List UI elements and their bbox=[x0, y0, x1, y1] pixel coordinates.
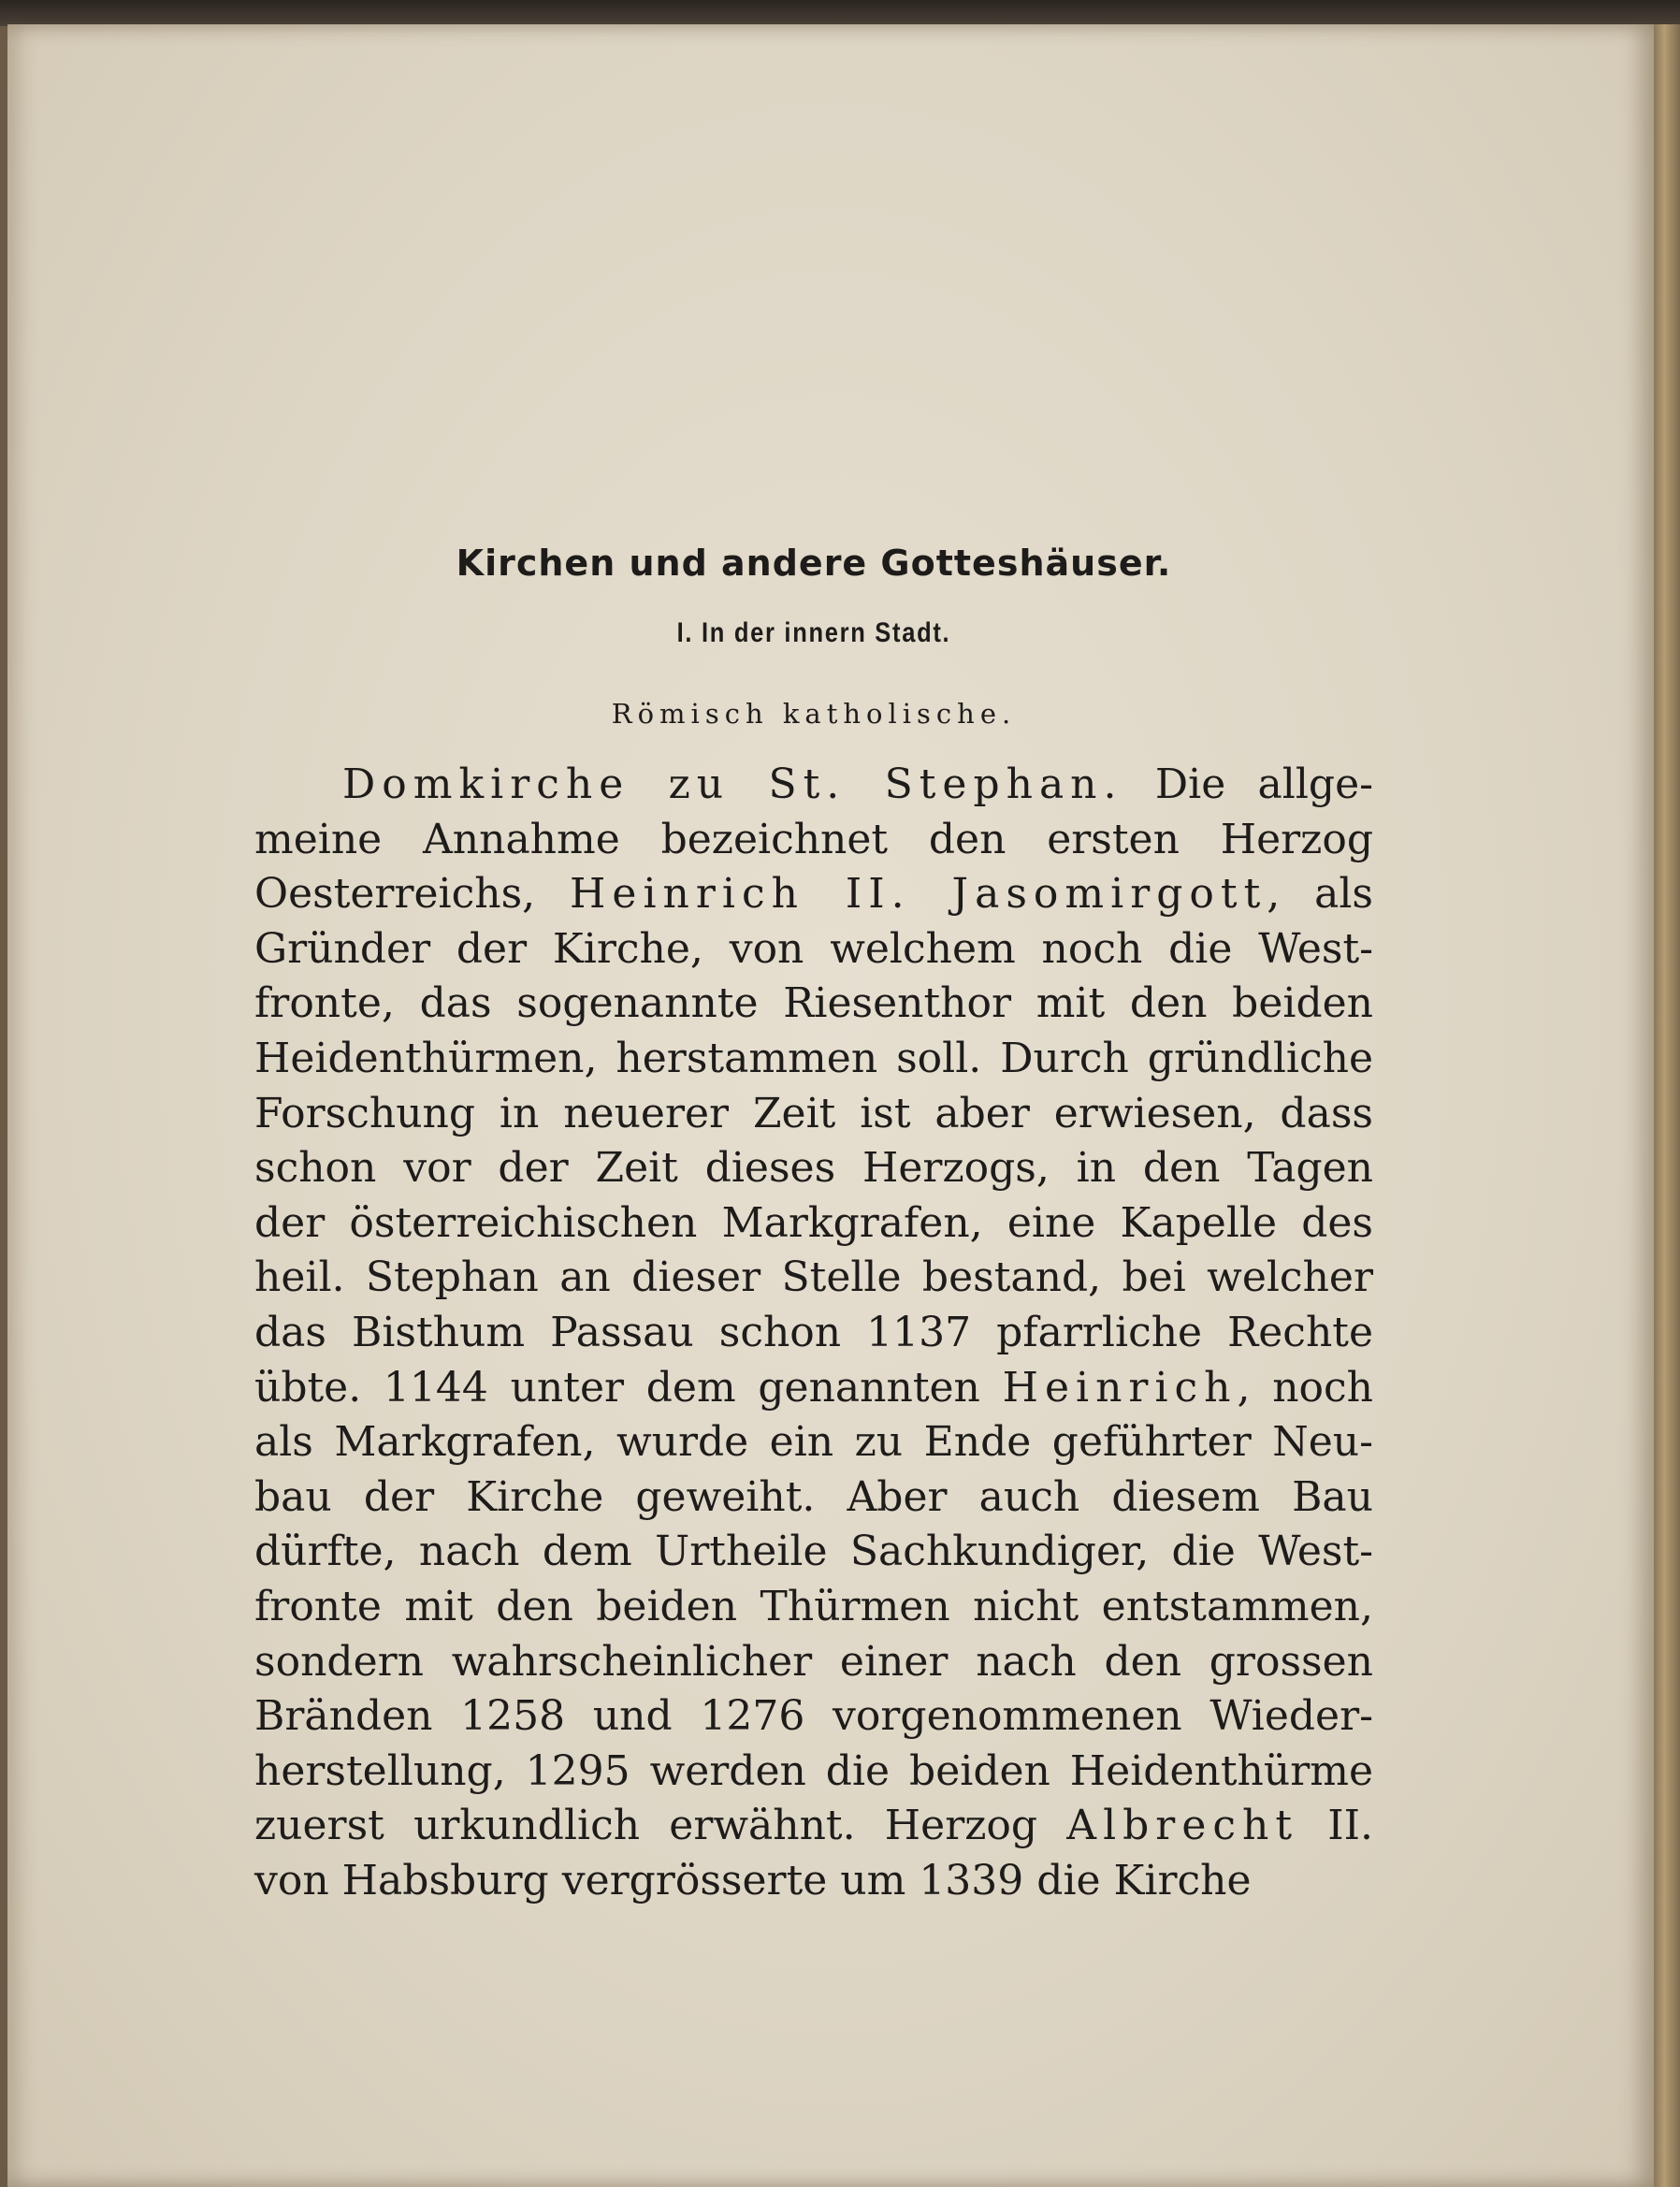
text-run: Forschung in neuerer Zeit ist aber erwiesen, dass bbox=[254, 1089, 1373, 1137]
text-line bbox=[254, 1799, 1373, 1854]
text-run: II. bbox=[1298, 1802, 1374, 1850]
text-run: übte. 1144 unter dem genannten bbox=[254, 1363, 1003, 1412]
section-heading: I. In der innern Stadt. bbox=[676, 617, 951, 648]
text-run: herstellung, 1295 werden die beiden Heidenthürme bbox=[254, 1746, 1373, 1795]
book-page-edge bbox=[1654, 24, 1680, 2187]
text-run: , als bbox=[1267, 870, 1374, 919]
text-line bbox=[254, 1306, 1373, 1361]
emphasized-text: Heinrich II. Jasomirgott bbox=[570, 870, 1267, 919]
text-line bbox=[254, 867, 1373, 922]
text-line bbox=[254, 1087, 1373, 1142]
text-run: der österreichischen Markgrafen, eine Kapelle des bbox=[254, 1198, 1373, 1247]
subsection-heading: Römisch katholische. bbox=[611, 698, 1017, 730]
text-line bbox=[254, 813, 1373, 868]
text-run: Oesterreichs, bbox=[254, 870, 571, 919]
text-line bbox=[254, 1251, 1373, 1306]
text-line bbox=[254, 1141, 1373, 1196]
text-line bbox=[254, 1854, 1373, 1909]
text-run: Die allge- bbox=[1122, 760, 1374, 808]
chapter-heading: Kirchen und andere Gotteshäuser. bbox=[456, 543, 1172, 584]
text-run: bau der Kirche geweiht. Aber auch diesem Bau bbox=[254, 1472, 1373, 1521]
text-line bbox=[254, 1689, 1373, 1745]
text-run: zuerst urkundlich erwähnt. Herzog bbox=[254, 1802, 1067, 1850]
text-run: heil. Stephan an dieser Stelle bestand, bei welcher bbox=[254, 1253, 1373, 1302]
text-line bbox=[254, 1196, 1373, 1252]
text-run: fronte, das sogenannte Riesenthor mit den beiden bbox=[254, 979, 1373, 1028]
text-line bbox=[254, 1580, 1373, 1635]
text-run: schon vor der Zeit dieses Herzogs, in den Tagen bbox=[254, 1144, 1373, 1193]
text-line bbox=[254, 758, 1373, 813]
page-text bbox=[254, 524, 1373, 1908]
text-line bbox=[254, 1361, 1373, 1416]
text-line bbox=[254, 922, 1373, 978]
text-run: Gründer der Kirche, von welchem noch die West- bbox=[254, 924, 1373, 973]
text-line bbox=[254, 1415, 1373, 1470]
text-run: , noch bbox=[1237, 1363, 1373, 1412]
text-run: Bränden 1258 und 1276 vorgenommenen Wieder- bbox=[254, 1692, 1373, 1741]
text-run: fronte mit den beiden Thürmen nicht entstammen, bbox=[254, 1582, 1373, 1630]
emphasized-text: Heinrich bbox=[1002, 1363, 1238, 1412]
text-run: das Bisthum Passau schon 1137 pfarrliche Rechte bbox=[254, 1308, 1373, 1356]
text-line bbox=[254, 1470, 1373, 1526]
body-paragraph bbox=[254, 758, 1373, 1908]
emphasized-text: Domkirche zu St. Stephan. bbox=[342, 760, 1123, 808]
text-line bbox=[254, 1032, 1373, 1087]
text-line bbox=[254, 1635, 1373, 1690]
text-line bbox=[254, 977, 1373, 1032]
text-run: meine Annahme bezeichnet den ersten Herzog bbox=[254, 815, 1373, 863]
text-run: sondern wahrscheinlicher einer nach den grossen bbox=[254, 1637, 1373, 1686]
text-run: Heidenthürmen, herstammen soll. Durch gründliche bbox=[254, 1034, 1373, 1082]
text-run: von Habsburg vergrösserte um 1339 die Kirche bbox=[254, 1856, 1252, 1905]
text-run: als Markgrafen, wurde ein zu Ende geführter Neu- bbox=[254, 1418, 1373, 1467]
text-line bbox=[254, 1745, 1373, 1800]
book-top-edge bbox=[0, 0, 1680, 26]
text-line bbox=[254, 1525, 1373, 1580]
emphasized-text: Albrecht bbox=[1066, 1802, 1299, 1850]
text-run: dürfte, nach dem Urtheile Sachkundiger, die West- bbox=[254, 1528, 1373, 1576]
